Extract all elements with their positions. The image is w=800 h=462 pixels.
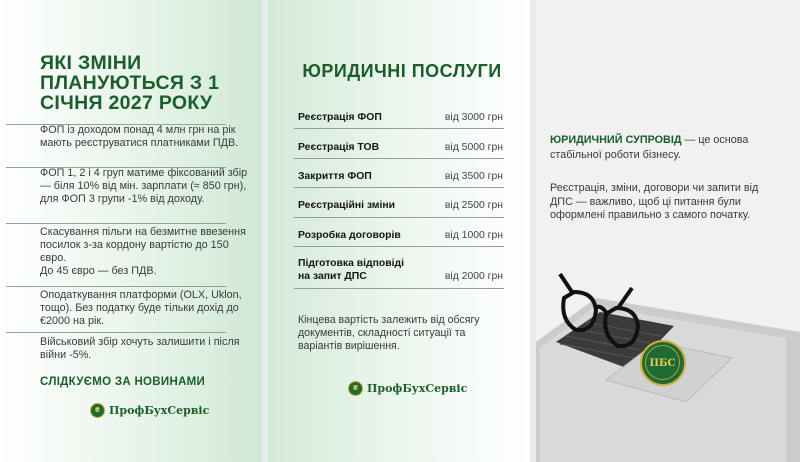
brand-logo <box>90 403 209 418</box>
service-row <box>298 141 503 154</box>
support-intro <box>550 133 760 162</box>
service-row <box>298 257 503 283</box>
service-price: від 5000 грн <box>444 142 503 153</box>
support-details: Реєстрація, зміни, договори чи запити від ДПС — важливо, щоб ці питання були оформлені правильно з самого початку. <box>550 182 759 221</box>
divider <box>294 187 504 188</box>
divider <box>294 288 504 289</box>
right-panel <box>536 0 800 462</box>
divider <box>294 158 504 159</box>
service-row <box>298 170 503 183</box>
divider <box>6 223 226 224</box>
logo-text: ПрофБухСервіс <box>367 382 468 395</box>
follow-news-link[interactable]: СЛІДКУЄМО ЗА НОВИНАМИ <box>40 376 206 388</box>
service-price: від 3500 грн <box>444 171 503 182</box>
service-price: від 1000 грн <box>444 230 503 241</box>
service-price: від 2500 грн <box>444 200 503 211</box>
services-title: ЮРИДИЧНІ ПОСЛУГИ <box>302 61 502 81</box>
service-name: Реєстраційні зміни <box>298 200 396 211</box>
divider <box>294 217 504 218</box>
fact-item: До 45 євро — без ПДВ. <box>40 265 157 277</box>
service-name: Реєстрація ТОВ <box>298 142 380 153</box>
logo-icon: ₴ <box>348 381 363 396</box>
service-name: Реєстрація ФОП <box>298 112 382 123</box>
fact-item: Оподаткування платформи (OLX, Uklon, тощо). Без податку буде тільки дохід до €2000 на рік. <box>40 289 242 327</box>
fact-item: ФОП 1, 2 і 4 груп матиме фіксований збір — біля 10% від мін. зарплати (≈ 850 грн), для ФОП 3 групи -1% від доходу. <box>40 167 248 205</box>
service-name: Закриття ФОП <box>298 171 372 182</box>
divider <box>294 246 504 247</box>
logo-text: ПрофБухСервіс <box>109 404 210 417</box>
divider <box>6 286 226 287</box>
service-row <box>298 229 503 242</box>
changes-title: ЯКІ ЗМІНИ ПЛАНУЮТЬСЯ З 1 СІЧНЯ 2027 РОКУ <box>40 52 220 114</box>
emblem-logo-icon <box>640 340 686 386</box>
service-row <box>298 111 503 124</box>
price-note: Кінцева вартість залежить від обсягу документів, складності ситуації та варіантів вирішення. <box>298 314 480 352</box>
service-price: від 3000 грн <box>444 112 503 123</box>
service-name: Розробка договорів <box>298 230 401 241</box>
middle-panel <box>268 0 530 462</box>
brand-logo <box>348 381 467 396</box>
fact-item: Скасування пільги на безмитне ввезення посилок з-за кордону вартістю до 150 євро. <box>40 226 246 264</box>
service-name: Підготовка відповіді на запит ДПС <box>298 258 405 282</box>
emblem-letters: ПБС <box>649 358 676 369</box>
divider <box>6 332 226 333</box>
service-price: від 2000 грн <box>444 271 503 282</box>
divider <box>294 128 504 129</box>
left-panel <box>0 0 262 462</box>
fact-item: ФОП із доходом понад 4 млн грн на рік мають реєструватися платниками ПДВ. <box>40 124 239 149</box>
support-highlight: ЮРИДИЧНИЙ СУПРОВІД <box>550 134 682 146</box>
service-row <box>298 199 503 212</box>
fact-item: Військовий збір хочуть залишити і після війни -5%. <box>40 336 240 361</box>
support-intro-rest: — це основа стабільної роботи бізнесу. <box>550 134 749 161</box>
logo-icon: ₴ <box>90 403 105 418</box>
